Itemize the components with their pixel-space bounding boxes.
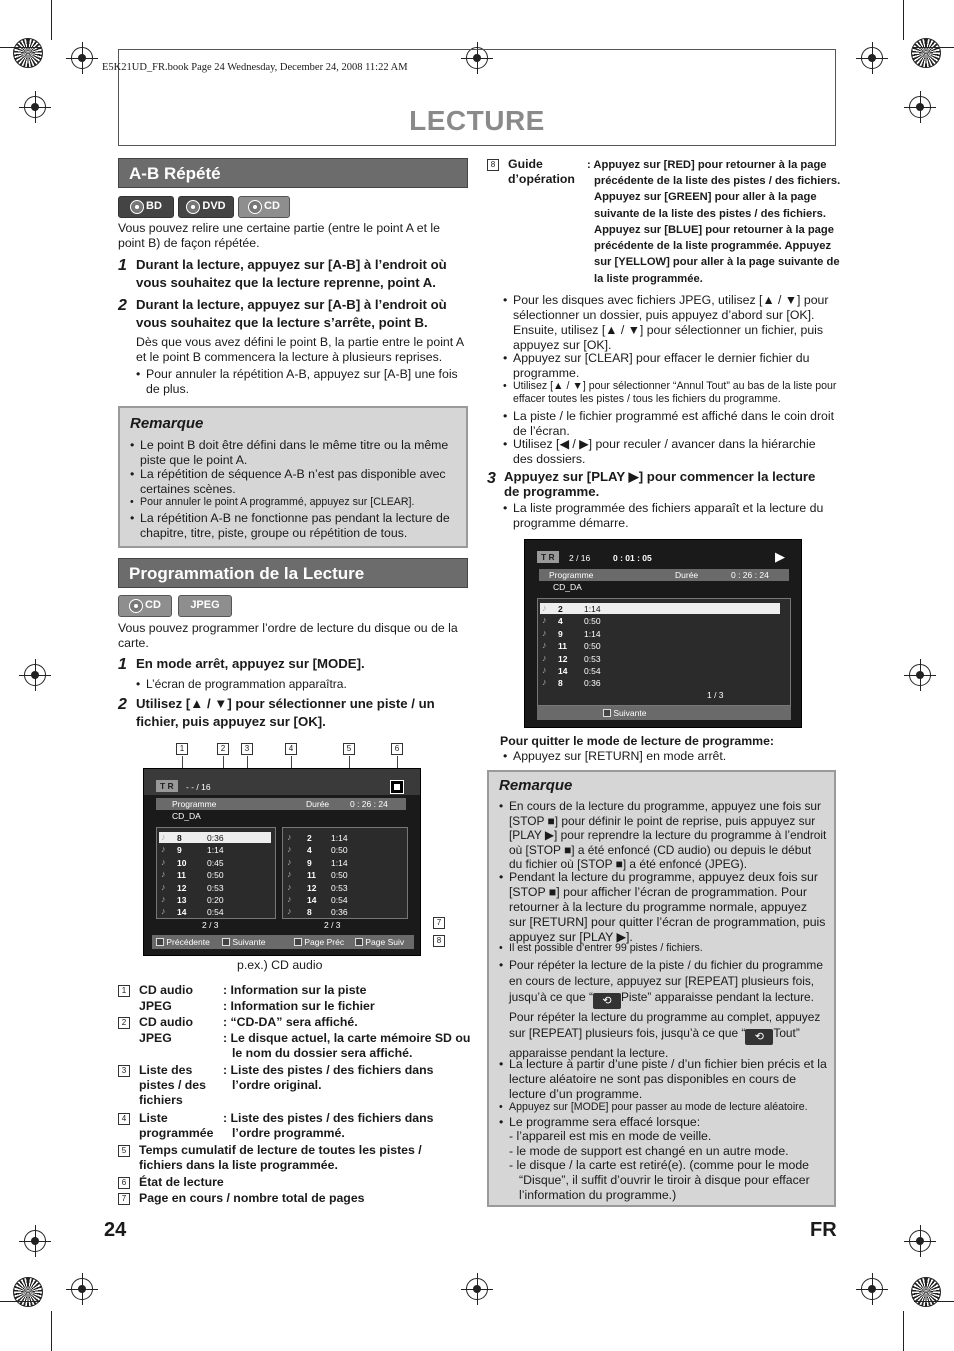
- track-duration: 1:14: [584, 604, 601, 614]
- legend-row: 6 État de lecture: [118, 1175, 473, 1190]
- track-count: - - / 16: [186, 782, 211, 792]
- duree-value: 0 : 26 : 24: [350, 799, 388, 809]
- track-row: [285, 882, 403, 893]
- step-number: 1: [118, 257, 127, 274]
- track-number: 4: [307, 845, 312, 856]
- music-note-icon: ♪: [542, 627, 547, 638]
- cd-badge: CD: [238, 196, 290, 218]
- music-note-icon: ♪: [287, 844, 292, 855]
- registration-mark: [911, 1277, 941, 1307]
- track-number: 14: [558, 666, 568, 676]
- step-number: 2: [118, 696, 127, 713]
- ab-note-box: [118, 406, 468, 548]
- note-subitem: - le mode de support est changé en un autre mode.: [509, 1144, 789, 1158]
- music-note-icon: ♪: [287, 894, 292, 904]
- book-info-line: E5K21UD_FR.book Page 24 Wednesday, December 24, 2008 11:22 AM: [102, 62, 408, 73]
- music-note-icon: ♪: [161, 832, 166, 842]
- track-number: 12: [307, 882, 317, 893]
- guide-operation-row: 8 Guide d’opération : Appuyez sur [RED] pour retourner à la page précédente de la liste des pistes / des fichiers. Appuyez sur [GREEN] pour aller à la page suivante de la liste des pistes / des fichiers. Appuyez sur [BLUE] pour retourner à la page précédente de la liste programmée. Appuyez sur [YELLOW] pour aller à la page suivante de la liste programmée.: [487, 157, 842, 172]
- disc-icon: [129, 599, 143, 613]
- quit-bullet: • Appuyez sur [RETURN] en mode arrêt.: [503, 749, 833, 764]
- track-duration: 1:14: [584, 628, 601, 639]
- note-subitem: - le disque / la carte est retiré(e). (comme pour le mode “Disque”, il suffit d’ouvrir le tiroir à disque pour effacer l’information du programme.): [509, 1158, 810, 1202]
- crop-target-icon: [909, 96, 931, 118]
- crop-target-icon: [71, 1278, 93, 1300]
- track-row: [540, 665, 780, 676]
- legend-row: 2 CD audio : “CD-DA” sera affiché.: [118, 1015, 473, 1030]
- music-note-icon: ♪: [542, 603, 547, 613]
- track-duration: 0:54: [331, 895, 348, 905]
- prog-note-box: [487, 770, 836, 1207]
- track-row: [159, 869, 271, 880]
- crop-target-icon: [466, 1278, 488, 1300]
- legend-row: 5 Temps cumulatif de lecture de toutes les pistes / fichiers dans la liste programmée.: [118, 1143, 473, 1158]
- track-number: 11: [558, 641, 567, 652]
- track-row: [159, 894, 271, 905]
- callout-3: 3: [241, 743, 253, 755]
- note-item: • Le point B doit être défini dans le même titre ou la même piste que le point A.: [130, 438, 460, 468]
- track-number: 9: [307, 857, 312, 868]
- track-number: 13: [177, 895, 187, 905]
- step-number: 1: [118, 656, 127, 673]
- track-duration: 0:45: [207, 857, 224, 868]
- track-number: 9: [177, 845, 182, 856]
- bd-video-badge: BD: [118, 196, 174, 218]
- prog-step-3-bullet: • La liste programmée des fichiers apparaît et la lecture du programme démarre.: [503, 501, 838, 531]
- track-duration: 0:53: [331, 882, 348, 893]
- track-number: 4: [558, 616, 563, 627]
- track-row: [540, 653, 780, 664]
- track-number: 8: [177, 833, 182, 843]
- track-duration: 0:50: [207, 870, 224, 881]
- callout-8: 8: [433, 935, 445, 947]
- track-row: [540, 603, 780, 614]
- cd-da-label: CD_DA: [553, 582, 582, 592]
- right-bullet: • Pour les disques avec fichiers JPEG, utilisez [▲ / ▼] pour sélectionner un dossier, puis appuyez d’abord sur [OK]. Ensuite, utilisez [▲ / ▼] pour sélectionner un fichier, puis appuyez sur [OK].: [503, 293, 838, 353]
- note-item: • Pour répéter la lecture de la piste / du fichier du programme en cours de lecture, appuyez sur [REPEAT] plusieurs fois, jusqu’à ce que “ ⟲ Piste” apparaisse pendant la lecture. Pour répéter la lecture du programme au complet, appuyez sur [REPEAT] plusieurs fois, jusqu’à ce que “ ⟲ Tout” apparaisse pendant la lecture.: [499, 957, 827, 1061]
- music-note-icon: ♪: [287, 832, 292, 842]
- ab-step-1: Durant la lecture, appuyez sur [A-B] à l’endroit où vous souhaitez que la lecture reprenne, point A.: [136, 257, 447, 291]
- jpeg-badge: JPEG: [178, 595, 232, 617]
- right-bullet: • Appuyez sur [CLEAR] pour effacer le dernier fichier du programme.: [503, 351, 838, 381]
- registration-mark: [911, 38, 941, 68]
- btn-suivante: Suivante: [222, 937, 265, 947]
- track-number: 8: [558, 678, 563, 689]
- note-item: • La répétition de séquence A-B n’est pas disponible avec certaines scènes.: [130, 467, 460, 497]
- prog-step-1-bullet: • L’écran de programmation apparaîtra.: [136, 677, 471, 692]
- duree-label: Durée: [306, 799, 330, 809]
- music-note-icon: ♪: [161, 906, 166, 917]
- track-number: 10: [177, 857, 187, 868]
- section-heading-ab: A-B Répété: [118, 158, 468, 188]
- crop-line: [51, 0, 52, 40]
- music-note-icon: ♪: [161, 881, 166, 892]
- repeat-icon: ⟲: [745, 1029, 773, 1045]
- repeat-icon: ⟲: [593, 993, 621, 1009]
- play-state-icon: ▶: [775, 549, 785, 564]
- legend-row: JPEG : Le disque actuel, la carte mémoire SD ou le nom du dossier sera affiché.: [139, 1031, 471, 1060]
- crop-line: [903, 1311, 904, 1351]
- track-duration: 0:36: [331, 907, 348, 918]
- btn-precedente: Précédente: [156, 937, 210, 947]
- ab-step-2: Durant la lecture, appuyez sur [A-B] à l’endroit où vous souhaitez que la lecture s’arrête, point B.: [136, 297, 447, 331]
- track-duration: 0:36: [584, 678, 601, 689]
- duree-label: Durée: [675, 570, 699, 580]
- track-number: 9: [558, 628, 563, 639]
- callout-4: 4: [285, 743, 297, 755]
- legend-row: 1 CD audio : Information sur la piste: [118, 983, 473, 998]
- track-row: [540, 640, 780, 651]
- crop-line: [914, 1301, 954, 1302]
- cd-da-label: CD_DA: [172, 811, 201, 821]
- track-duration: 0:53: [207, 882, 224, 893]
- language-code: FR: [810, 1219, 837, 1241]
- btn-page-prec: Page Préc: [294, 937, 344, 947]
- crop-target-icon: [24, 96, 46, 118]
- tr-label: T R: [156, 780, 178, 792]
- music-note-icon: ♪: [161, 869, 166, 880]
- track-row: [159, 844, 271, 855]
- right-bullet: • Utilisez [▲ / ▼] pour sélectionner “Annul Tout” au bas de la liste pour effacer toutes les pistes / tous les fichiers du programme.: [503, 380, 838, 406]
- track-row: [285, 906, 403, 917]
- crop-line: [0, 47, 40, 48]
- track-row: [540, 615, 780, 626]
- track-indicator: 2 / 16: [569, 553, 591, 563]
- right-bullet: • Utilisez [◀ / ▶] pour reculer / avancer dans la hiérarchie des dossiers.: [503, 437, 838, 467]
- music-note-icon: ♪: [287, 881, 292, 892]
- track-row: [285, 894, 403, 905]
- track-duration: 0:36: [207, 833, 224, 843]
- quit-title: Pour quitter le mode de lecture de programme:: [500, 734, 775, 748]
- crop-target-icon: [71, 47, 93, 69]
- duree-value: 0 : 26 : 24: [731, 570, 769, 580]
- note-item: • Il est possible d’entrer 99 pistes / fichiers.: [499, 942, 827, 955]
- prog-step-1: En mode arrêt, appuyez sur [MODE].: [136, 656, 365, 671]
- track-duration: 0:53: [584, 653, 601, 664]
- cd-badge: CD: [118, 595, 172, 617]
- music-note-icon: ♪: [542, 677, 547, 688]
- disc-icon: [130, 200, 144, 214]
- track-list-panel: [156, 827, 276, 919]
- crop-line: [914, 47, 954, 48]
- note-item: • Le programme sera effacé lorsque:: [499, 1115, 827, 1130]
- track-number: 8: [307, 907, 312, 918]
- page-title: LECTURE: [409, 105, 545, 136]
- guide-bar: [537, 706, 791, 720]
- ab-intro: Vous pouvez relire une certaine partie (entre le point A et le point B) de façon répétée.: [118, 221, 440, 250]
- track-duration: 0:50: [584, 641, 601, 652]
- crop-line: [51, 1311, 52, 1351]
- track-row: [285, 844, 403, 855]
- music-note-icon: ♪: [542, 615, 547, 626]
- track-number: 2: [558, 604, 563, 614]
- right-page-indicator: 2 / 3: [324, 920, 341, 930]
- track-number: 2: [307, 833, 312, 843]
- track-duration: 0:20: [207, 895, 224, 905]
- track-number: 11: [307, 870, 316, 881]
- track-row: [159, 832, 271, 843]
- programme-label: Programme: [172, 799, 217, 809]
- ab-step-2-text: Dès que vous avez défini le point B, la partie entre le point A et le point B commencera la lecture à plusieurs reprises.: [136, 335, 464, 364]
- track-number: 14: [177, 907, 187, 918]
- crop-target-icon: [24, 664, 46, 686]
- track-row: [159, 882, 271, 893]
- note-item: • En cours de la lecture du programme, appuyez une fois sur [STOP ■] pour définir le point de reprise, puis appuyez sur [PLAY ▶] pour reprendre la lecture du programme à l’endroit où [STOP ■] a été enfoncé (CD audio) ou depuis le début du fichier où [STOP ■] a été enfoncé (JPEG).: [499, 799, 827, 872]
- callout-1: 1: [176, 743, 188, 755]
- note-title: Remarque: [130, 415, 204, 432]
- callout-6: 6: [391, 743, 403, 755]
- track-duration: 0:54: [584, 666, 601, 676]
- track-row: [540, 677, 780, 688]
- callout-7: 7: [433, 917, 445, 929]
- track-duration: 1:14: [331, 857, 348, 868]
- step-number: 3: [487, 470, 496, 487]
- screen-caption: p.ex.) CD audio: [237, 958, 323, 972]
- crop-line: [903, 0, 904, 40]
- programmed-list-panel: [282, 827, 408, 919]
- track-row: [285, 857, 403, 868]
- crop-target-icon: [909, 1230, 931, 1252]
- callout-2: 2: [217, 743, 229, 755]
- crop-target-icon: [861, 1278, 883, 1300]
- music-note-icon: ♪: [161, 844, 166, 855]
- right-bullet: • La piste / le fichier programmé est affiché dans le coin droit de l’écran.: [503, 409, 838, 439]
- music-note-icon: ♪: [542, 640, 547, 651]
- track-duration: 1:14: [331, 833, 348, 843]
- track-number: 14: [307, 895, 317, 905]
- track-row: [285, 869, 403, 880]
- btn-suivante: Suivante: [603, 708, 646, 718]
- programmed-list-panel: [537, 598, 791, 706]
- program-screen-example: [143, 768, 421, 956]
- crop-target-icon: [861, 47, 883, 69]
- music-note-icon: ♪: [287, 869, 292, 880]
- track-number: 11: [177, 870, 186, 881]
- tr-label: T R: [537, 551, 559, 563]
- callout-5: 5: [343, 743, 355, 755]
- note-item: • Pour annuler le point A programmé, appuyez sur [CLEAR].: [130, 496, 460, 509]
- note-subitem: - l’appareil est mis en mode de veille.: [509, 1129, 712, 1143]
- note-title: Remarque: [499, 777, 573, 794]
- music-note-icon: ♪: [287, 906, 292, 917]
- music-note-icon: ♪: [161, 894, 166, 904]
- track-row: [540, 628, 780, 639]
- music-note-icon: ♪: [161, 856, 166, 867]
- music-note-icon: ♪: [542, 652, 547, 663]
- track-duration: 0:50: [331, 870, 348, 881]
- legend-row: 4 Liste programmée : Liste des pistes / des fichiers dans l’ordre programmé.: [118, 1111, 473, 1143]
- registration-mark: [13, 1277, 43, 1307]
- section-heading-programmation: Programmation de la Lecture: [118, 558, 468, 588]
- elapsed-time: 0 : 01 : 05: [613, 553, 652, 563]
- track-row: [285, 832, 403, 843]
- prog-step-3: Appuyez sur [PLAY ▶] pour commencer la lecture de programme.: [504, 469, 816, 500]
- crop-line: [0, 1301, 40, 1302]
- track-number: 12: [558, 653, 568, 664]
- prog-step-2: Utilisez [▲ / ▼] pour sélectionner une piste / un fichier, puis appuyez sur [OK].: [136, 696, 435, 730]
- left-page-indicator: 2 / 3: [202, 920, 219, 930]
- track-duration: 0:50: [584, 616, 601, 627]
- track-duration: 0:54: [207, 907, 224, 918]
- music-note-icon: ♪: [542, 665, 547, 675]
- legend-row: 3 Liste des pistes / des fichiers : Liste des pistes / des fichiers dans l’ordre original.: [118, 1063, 473, 1111]
- programme-label: Programme: [549, 570, 594, 580]
- track-duration: 1:14: [207, 845, 224, 856]
- note-item: • La répétition A-B ne fonctionne pas pendant la lecture de chapitre, titre, piste, groupe ou répétition de tous.: [130, 511, 460, 541]
- disc-icon: [186, 200, 200, 214]
- note-item: • Pendant la lecture du programme, appuyez deux fois sur [STOP ■] pour afficher l’écran de programmation. Pour retourner à la lecture du programme normale, appuyez sur [RETURN] pour quitter l’écran de programmation, puis appuyez sur [PLAY ▶].: [499, 870, 827, 945]
- dvd-video-badge: DVD: [178, 196, 234, 218]
- stop-state-icon: [390, 780, 404, 794]
- page-indicator: 1 / 3: [707, 690, 724, 700]
- step-number: 2: [118, 297, 127, 314]
- prog-intro: Vous pouvez programmer l’ordre de lecture du disque ou de la carte.: [118, 621, 458, 650]
- program-playback-screen: [524, 539, 802, 728]
- disc-icon: [248, 200, 262, 214]
- crop-target-icon: [24, 1230, 46, 1252]
- legend-row: 7 Page en cours / nombre total de pages: [118, 1191, 473, 1206]
- track-number: 12: [177, 882, 187, 893]
- registration-mark: [13, 38, 43, 68]
- note-item: • Appuyez sur [MODE] pour passer au mode de lecture aléatoire.: [499, 1101, 827, 1114]
- track-row: [159, 906, 271, 917]
- ab-step-2-bullet: • Pour annuler la répétition A-B, appuyez sur [A-B] une fois de plus.: [136, 367, 471, 397]
- note-item: • La lecture à partir d’une piste / d’un fichier bien précis et la lecture aléatoire ne sont pas disponibles en cours de lecture d’un programme.: [499, 1057, 827, 1102]
- track-duration: 0:50: [331, 845, 348, 856]
- music-note-icon: ♪: [287, 856, 292, 867]
- track-row: [159, 857, 271, 868]
- crop-target-icon: [909, 664, 931, 686]
- page-number: 24: [104, 1219, 127, 1241]
- btn-page-suiv: Page Suiv: [355, 937, 404, 947]
